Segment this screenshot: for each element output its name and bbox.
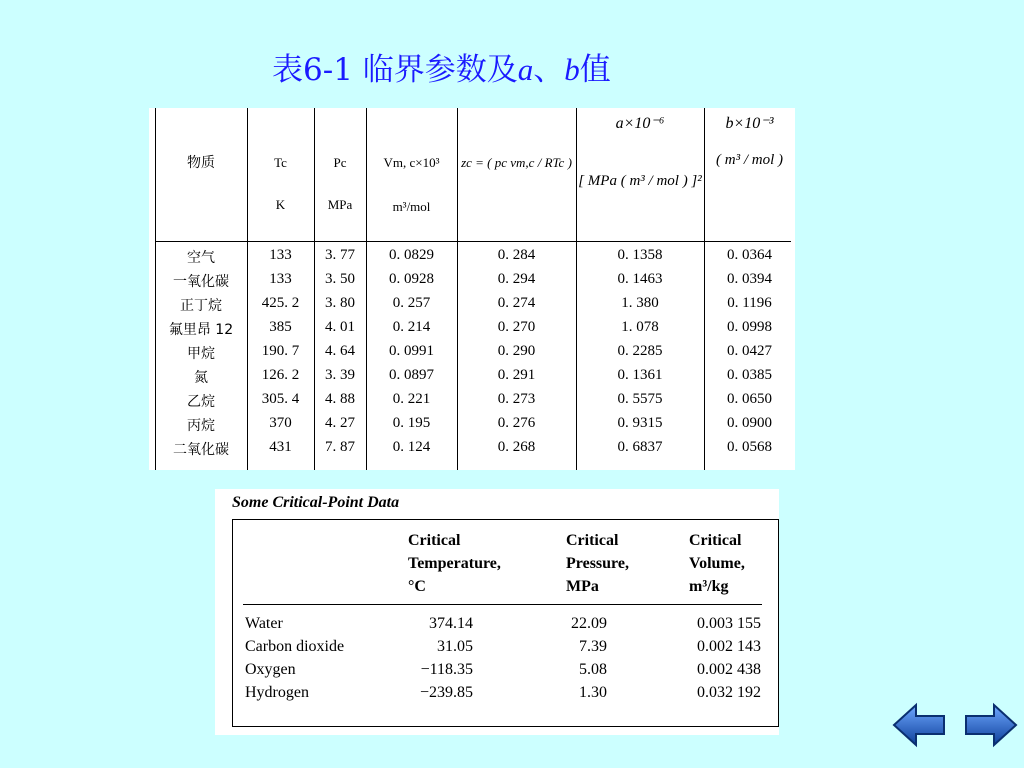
header-a-unit: [ MPa ( m³ / mol ) ]² xyxy=(578,173,702,189)
cell-zc: 0. 274 xyxy=(497,295,536,311)
cell-tc: 431 xyxy=(269,439,292,455)
cell-b: 0. 0364 xyxy=(727,247,772,263)
cell-name: Carbon dioxide xyxy=(245,638,345,655)
cell-name: Water xyxy=(245,615,283,632)
cell-temp: −118.35 xyxy=(420,661,473,678)
header-critical-volume: Critical Volume, m³/kg xyxy=(689,532,745,595)
cell-a: 0. 9315 xyxy=(617,415,663,431)
header-a: a×10⁻⁶ xyxy=(615,115,665,132)
cell-b: 0. 1196 xyxy=(727,295,772,311)
cell-b: 0. 0394 xyxy=(727,271,772,287)
cell-a: 0. 1358 xyxy=(617,247,663,263)
cell-a: 1. 078 xyxy=(621,319,659,335)
cell-vol: 0.032 192 xyxy=(697,684,761,701)
header-b-unit: ( m³ / mol ) xyxy=(716,152,783,168)
title-separator: 、 xyxy=(533,52,565,88)
cell-vol: 0.002 143 xyxy=(697,638,761,655)
cell-a: 0. 2285 xyxy=(617,343,663,359)
cell-tc: 133 xyxy=(269,247,292,263)
header-pc-unit: MPa xyxy=(327,197,353,212)
cell-pc: 3. 77 xyxy=(325,247,355,263)
cell-vmc: 0. 195 xyxy=(392,415,431,431)
cell-a: 0. 6837 xyxy=(617,439,663,455)
cell-press: 22.09 xyxy=(571,615,607,632)
table-row xyxy=(149,367,795,391)
table-row xyxy=(149,319,795,343)
cell-tc: 190. 7 xyxy=(261,343,300,359)
cell-name: Hydrogen xyxy=(245,684,309,701)
cell-vol: 0.002 438 xyxy=(697,661,761,678)
cell-substance: 二氧化碳 xyxy=(173,442,229,458)
cell-tc: 126. 2 xyxy=(261,367,300,383)
cell-zc: 0. 273 xyxy=(497,391,536,407)
cell-temp: 31.05 xyxy=(437,638,473,655)
cell-pc: 7. 87 xyxy=(325,439,355,455)
cell-zc: 0. 294 xyxy=(497,271,536,287)
cell-substance: 甲烷 xyxy=(187,346,215,362)
cell-b: 0. 0998 xyxy=(727,319,772,335)
cell-tc: 425. 2 xyxy=(261,295,300,311)
table-row xyxy=(149,391,795,415)
cell-press: 7.39 xyxy=(579,638,607,655)
cell-b: 0. 0568 xyxy=(727,439,772,455)
table-row xyxy=(149,247,795,271)
cell-vmc: 0. 0991 xyxy=(389,343,434,359)
table-title: Some Critical-Point Data xyxy=(232,494,400,511)
table-row xyxy=(149,271,795,295)
cell-a: 0. 1463 xyxy=(617,271,663,287)
header-substance: 物质 xyxy=(187,155,215,171)
cell-vmc: 0. 214 xyxy=(392,319,431,335)
cell-pc: 3. 80 xyxy=(325,295,355,311)
header-b: b×10⁻³ xyxy=(725,115,774,132)
cell-zc: 0. 291 xyxy=(497,367,536,383)
cell-vmc: 0. 124 xyxy=(392,439,431,455)
cell-tc: 133 xyxy=(269,271,292,287)
cell-pc: 4. 64 xyxy=(325,343,355,359)
cell-tc: 370 xyxy=(269,415,292,431)
cell-name: Oxygen xyxy=(245,661,296,678)
header-tc: Tc xyxy=(274,155,287,170)
cell-vmc: 0. 221 xyxy=(392,391,431,407)
header-critical-pressure: Critical Pressure, MPa xyxy=(566,532,629,595)
arrow-left-icon xyxy=(892,702,948,748)
cell-substance: 氟里昂 12 xyxy=(168,322,234,338)
cell-b: 0. 0650 xyxy=(727,391,772,407)
cell-zc: 0. 284 xyxy=(497,247,536,263)
cell-temp: −239.85 xyxy=(419,684,473,701)
cell-zc: 0. 290 xyxy=(497,343,536,359)
cell-pc: 3. 39 xyxy=(325,367,355,383)
header-critical-temperature: Critical Temperature, °C xyxy=(408,532,501,595)
cell-pc: 4. 88 xyxy=(325,391,355,407)
header-vmc: Vm, c×10³ xyxy=(383,155,440,170)
cell-vmc: 0. 0928 xyxy=(389,271,434,287)
previous-slide-button[interactable] xyxy=(892,702,948,748)
cell-substance: 空气 xyxy=(187,250,215,266)
cell-substance: 正丁烷 xyxy=(180,298,222,314)
cell-tc: 305. 4 xyxy=(261,391,300,407)
cell-pc: 3. 50 xyxy=(325,271,355,287)
critical-parameters-table xyxy=(149,108,795,470)
cell-pc: 4. 01 xyxy=(325,319,355,335)
title-b: b xyxy=(564,52,580,87)
cell-press: 1.30 xyxy=(579,684,607,701)
cell-substance: 丙烷 xyxy=(187,418,215,434)
title-suffix: 值 xyxy=(579,52,611,88)
header-tc-unit: K xyxy=(275,197,286,212)
cell-a: 0. 1361 xyxy=(617,367,663,383)
table-row xyxy=(149,415,795,439)
cell-vmc: 0. 257 xyxy=(392,295,431,311)
cell-a: 0. 5575 xyxy=(617,391,663,407)
title-a: a xyxy=(517,52,534,87)
table-row xyxy=(149,343,795,367)
table-row xyxy=(149,439,795,463)
slide-title xyxy=(272,44,611,89)
cell-b: 0. 0900 xyxy=(727,415,772,431)
cell-b: 0. 0385 xyxy=(727,367,772,383)
cell-vmc: 0. 0829 xyxy=(389,247,434,263)
cell-zc: 0. 268 xyxy=(497,439,536,455)
header-vmc-unit: m³/mol xyxy=(392,199,431,214)
next-slide-button[interactable] xyxy=(962,702,1018,748)
cell-substance: 乙烷 xyxy=(187,394,215,410)
cell-substance: 氮 xyxy=(194,370,208,386)
cell-zc: 0. 270 xyxy=(497,319,536,335)
critical-point-data-table xyxy=(215,489,779,735)
header-rule xyxy=(243,604,762,605)
cell-substance: 一氧化碳 xyxy=(173,274,229,290)
header-pc: Pc xyxy=(333,155,347,170)
cell-temp: 374.14 xyxy=(429,615,473,632)
cell-pc: 4. 27 xyxy=(325,415,355,431)
cell-zc: 0. 276 xyxy=(497,415,536,431)
arrow-right-icon xyxy=(962,702,1018,748)
cell-tc: 385 xyxy=(269,319,292,335)
header-zc: zc = ( pc vm,c / RTc ) xyxy=(461,155,572,170)
cell-vol: 0.003 155 xyxy=(697,615,761,632)
cell-press: 5.08 xyxy=(579,661,607,678)
cell-a: 1. 380 xyxy=(621,295,659,311)
cell-b: 0. 0427 xyxy=(727,343,772,359)
title-text: 表6-1 临界参数及 xyxy=(272,52,518,88)
cell-vmc: 0. 0897 xyxy=(389,367,434,383)
table-row xyxy=(149,295,795,319)
